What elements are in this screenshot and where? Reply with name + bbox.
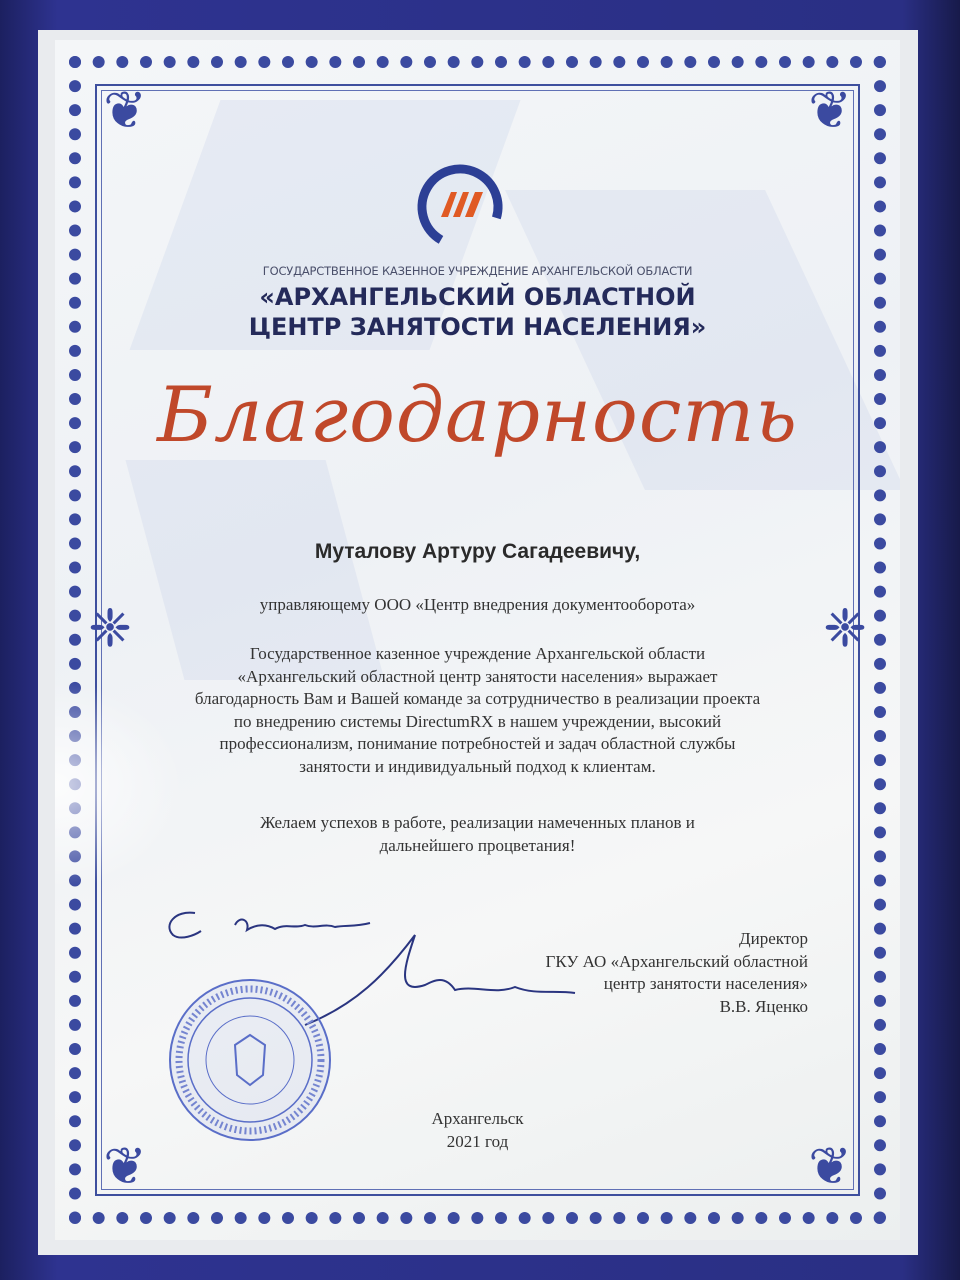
institution-name (55, 282, 900, 342)
corner-ornament-icon: ❦ (103, 83, 147, 140)
signatory-name: В.В. Яценко (719, 996, 808, 1016)
wishes-text (55, 812, 900, 857)
recipient-position: управляющему ООО «Центр внедрения документооборота» (259, 595, 696, 614)
body-text (125, 643, 830, 778)
logo-icon (415, 162, 505, 252)
signatory-org: ГКУ АО «Архангельский областной (545, 951, 808, 971)
body-line: по внедрению системы DirectumRX в нашем учреждении, высокий (233, 711, 722, 731)
city: Архангельск (431, 1109, 524, 1128)
institution-name-line: «АРХАНГЕЛЬСКИЙ ОБЛАСТНОЙ (259, 283, 696, 311)
certificate-title: Благодарность (157, 370, 798, 459)
institution-type: ГОСУДАРСТВЕННОЕ КАЗЕННОЕ УЧРЕЖДЕНИЕ АРХАНГЕЛЬСКОЙ ОБЛАСТИ (262, 264, 693, 278)
corner-ornament-icon: ❦ (808, 1139, 852, 1196)
signatory-block (546, 928, 808, 1018)
body-line: Государственное казенное учреждение Архангельской области (249, 644, 706, 663)
body-line: занятости и индивидуальный подход к клиентам. (299, 756, 656, 776)
body-line: «Архангельский областной центр занятости населения» выражает (237, 666, 718, 686)
body-line: благодарность Вам и Вашей команде за сотрудничество в реализации проекта (194, 689, 761, 708)
corner-ornament-icon: ❦ (103, 1139, 147, 1196)
side-ornament-icon: ❈ (823, 601, 867, 658)
signatory-title: Директор (739, 929, 808, 948)
footer (55, 1108, 900, 1153)
year: 2021 год (446, 1131, 509, 1151)
certificate (55, 40, 900, 1240)
corner-ornament-icon: ❦ (808, 83, 852, 140)
wish-line: дальнейшего процветания! (379, 835, 576, 855)
wish-line: Желаем успехов в работе, реализации намеченных планов и (260, 813, 695, 832)
institution-name-line: ЦЕНТР ЗАНЯТОСТИ НАСЕЛЕНИЯ» (248, 313, 707, 341)
recipient-name: Муталову Артуру Сагадеевичу, (314, 540, 641, 563)
signatory-org: центр занятости населения» (603, 974, 808, 993)
body-line: профессионализм, понимание потребностей и задач областной службы (219, 734, 736, 753)
side-ornament-icon: ❈ (88, 601, 132, 658)
